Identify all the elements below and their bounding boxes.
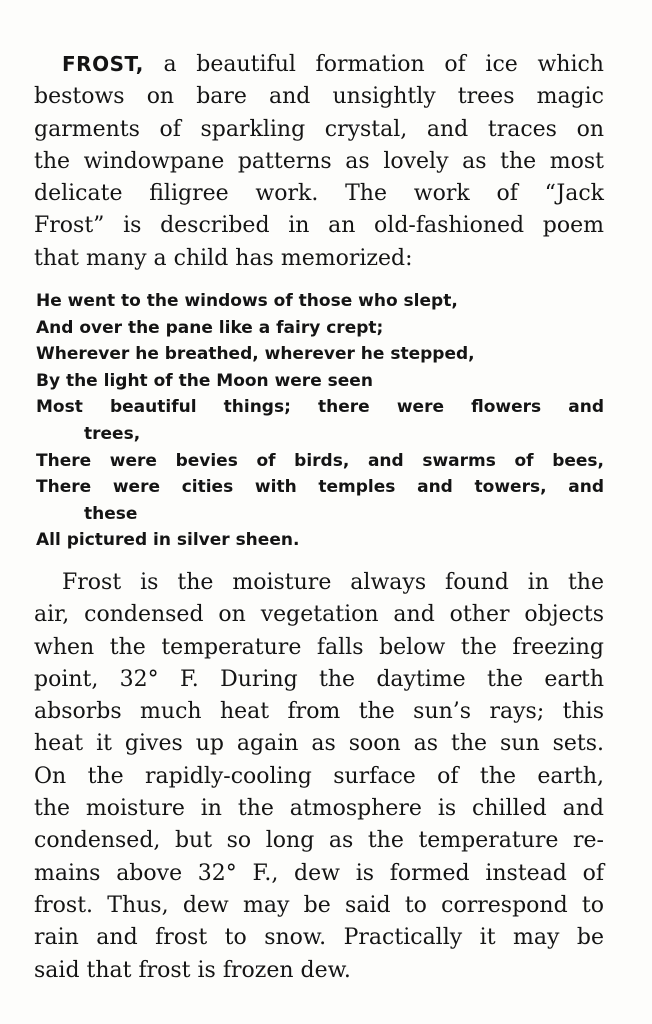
poem-line-5: Most beautiful things; there were flowers and bbox=[36, 397, 604, 418]
body-line-10: mains above 32° F., dew is formed instead of bbox=[34, 860, 604, 886]
body-line-12: rain and frost to snow. Practically it may be bbox=[34, 925, 604, 951]
body-line-9: condensed, but so long as the temperature re- bbox=[34, 828, 604, 854]
intro-line-4: the windowpane patterns as lovely as the most bbox=[34, 148, 604, 174]
poem-quote bbox=[36, 288, 604, 554]
intro-line-1: FROST, a beautiful formation of ice which bbox=[62, 52, 604, 77]
headword: FROST, bbox=[62, 52, 144, 76]
body-line-8: the moisture in the atmosphere is chilled and bbox=[34, 796, 604, 822]
poem-line-6: There were bevies of birds, and swarms of bees, bbox=[36, 450, 604, 471]
intro-line-5: delicate filigree work. The work of “Jack bbox=[34, 181, 604, 207]
body-line-3: when the temperature falls below the freezing bbox=[34, 634, 604, 660]
poem-line-7-continued: these bbox=[84, 503, 138, 524]
poem-line-1: He went to the windows of those who slept, bbox=[36, 291, 458, 311]
poem-line-8: All pictured in silver sheen. bbox=[36, 530, 300, 551]
body-line-6: heat it gives up again as soon as the sun sets. bbox=[34, 731, 604, 757]
intro-line-2: bestows on bare and unsightly trees magic bbox=[34, 84, 604, 110]
body-line-1: Frost is the moisture always found in the bbox=[62, 570, 604, 595]
poem-line-2: And over the pane like a fairy crept; bbox=[36, 317, 384, 338]
intro-line-3: garments of sparkling crystal, and traces on bbox=[34, 116, 604, 142]
poem-line-7: There were cities with temples and towers, and bbox=[36, 477, 604, 498]
body-line-4: point, 32° F. During the daytime the earth bbox=[34, 666, 604, 692]
intro-line-7: that many a child has memorized: bbox=[34, 245, 413, 271]
intro-line-6: Frost” is described in an old-fashioned poem bbox=[34, 213, 604, 239]
poem-line-3: Wherever he breathed, wherever he stepped, bbox=[36, 344, 475, 365]
body-paragraph bbox=[34, 567, 604, 987]
intro-paragraph bbox=[34, 48, 604, 275]
body-line-7: On the rapidly-cooling surface of the earth, bbox=[34, 763, 604, 789]
body-line-13: said that frost is frozen dew. bbox=[34, 957, 351, 983]
body-line-11: frost. Thus, dew may be said to correspond to bbox=[34, 892, 604, 918]
body-line-2: air, condensed on vegetation and other objects bbox=[34, 602, 604, 628]
poem-line-4: By the light of the Moon were seen bbox=[36, 370, 373, 391]
body-line-5: absorbs much heat from the sun’s rays; this bbox=[34, 699, 604, 725]
poem-line-5-continued: trees, bbox=[84, 423, 141, 444]
